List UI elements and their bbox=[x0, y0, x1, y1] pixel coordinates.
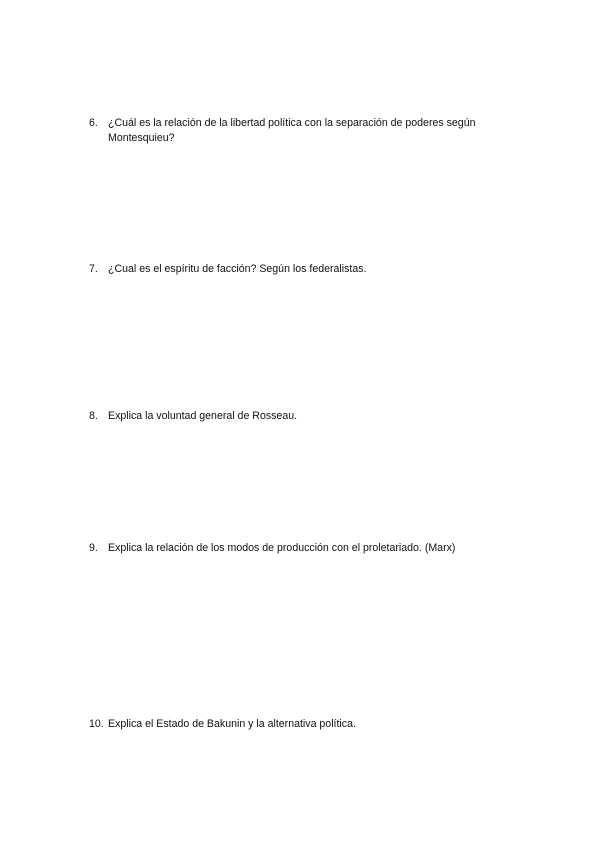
question-number: 6. bbox=[89, 117, 98, 129]
question-10 bbox=[89, 717, 529, 732]
question-7 bbox=[89, 262, 529, 277]
question-text: Explica la relación de los modos de producción con el proletariado. (Marx) bbox=[108, 542, 456, 554]
question-number: 9. bbox=[89, 542, 98, 554]
question-text: Explica el Estado de Bakunin y la alternativa política. bbox=[108, 718, 356, 730]
question-number: 8. bbox=[89, 410, 98, 422]
question-text: Explica la voluntad general de Rosseau. bbox=[108, 410, 298, 422]
question-number: 10. bbox=[89, 718, 104, 730]
question-8 bbox=[89, 409, 529, 424]
question-6 bbox=[89, 116, 529, 146]
question-text: ¿Cuál es la relación de la libertad política con la separación de poderes según Montesquieu? bbox=[108, 117, 476, 144]
question-text: ¿Cual es el espíritu de facción? Según los federalistas. bbox=[108, 263, 367, 275]
question-9 bbox=[89, 541, 529, 556]
question-number: 7. bbox=[89, 263, 98, 275]
